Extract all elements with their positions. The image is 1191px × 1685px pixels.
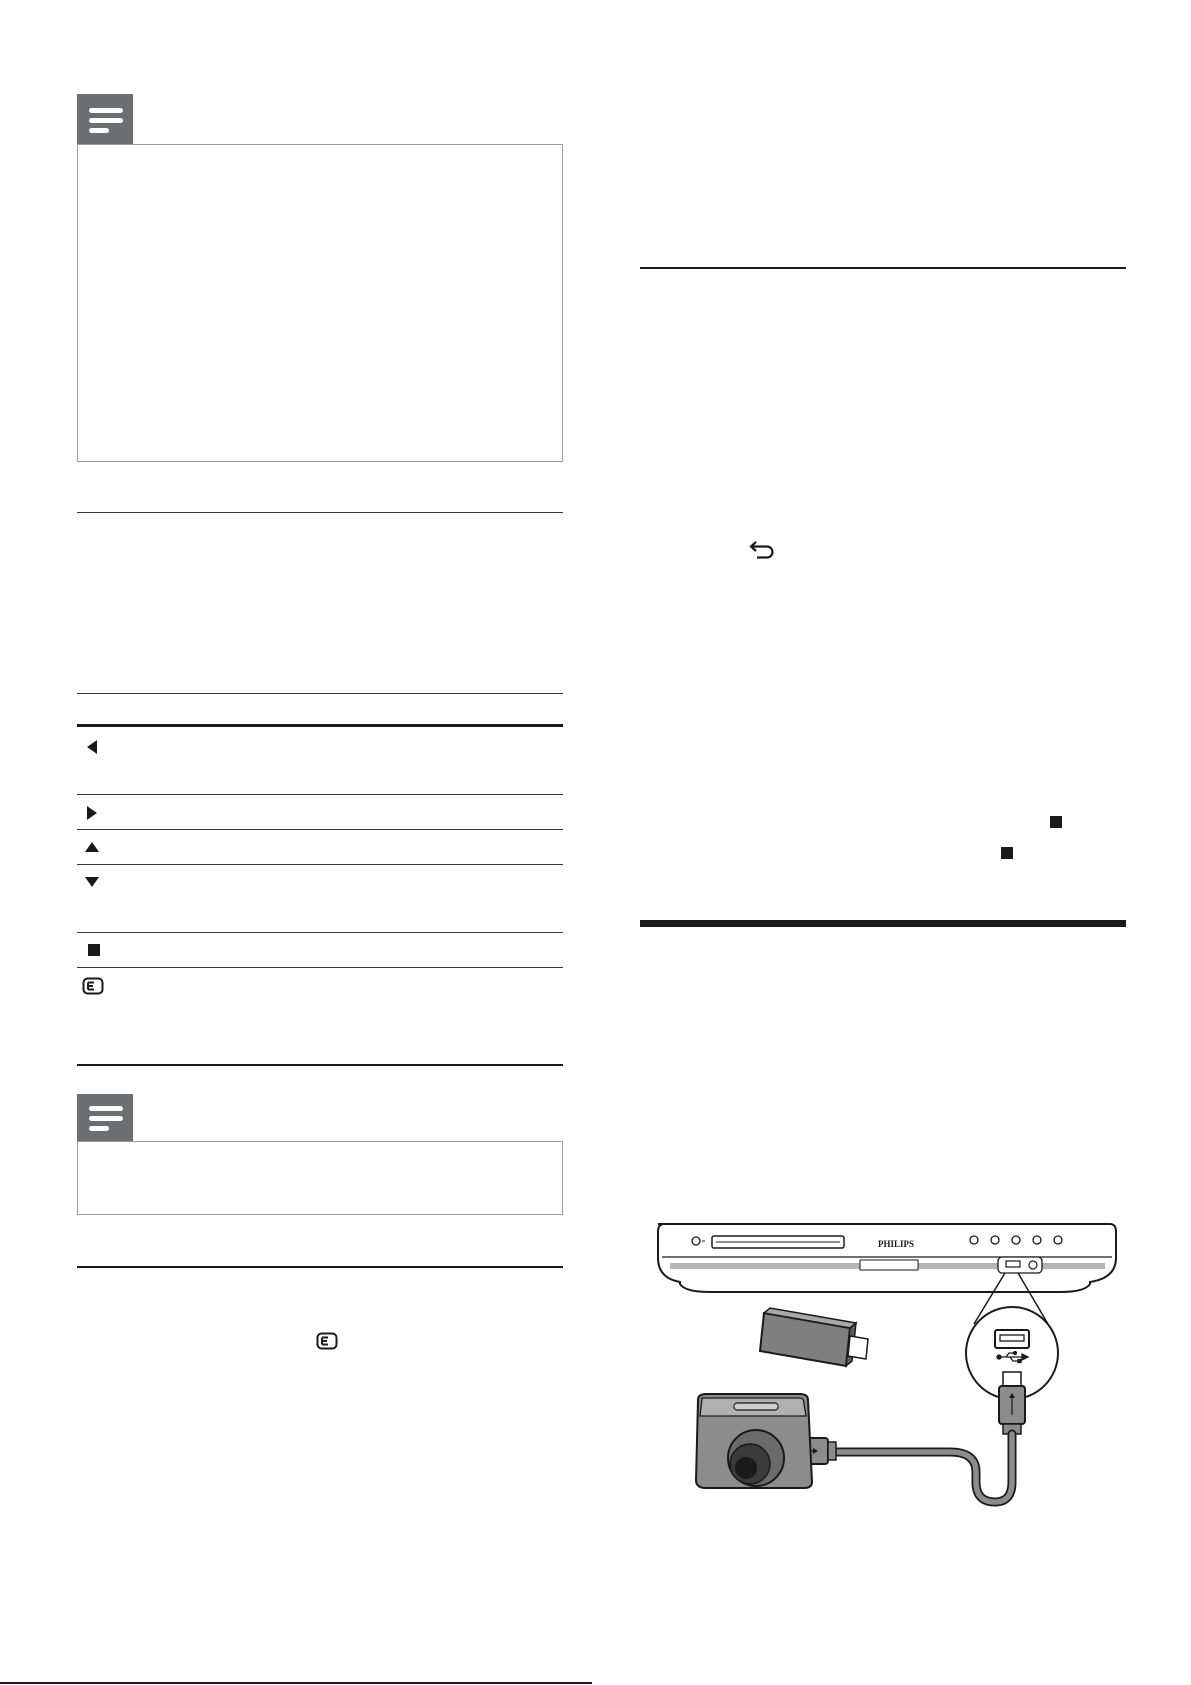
usb-connection-illustration xyxy=(650,1220,1120,1520)
table-row xyxy=(77,727,563,793)
stop-square-icon xyxy=(87,943,101,957)
table-row xyxy=(77,795,563,829)
footer-rule xyxy=(0,1682,592,1684)
usb-flash-drive-icon xyxy=(760,1308,868,1366)
dvd-player-front xyxy=(658,1224,1116,1292)
triangle-down-icon xyxy=(84,875,100,889)
stop-square-icon xyxy=(1000,846,1014,860)
usb-port-icon xyxy=(1006,1261,1020,1267)
digital-camera-icon xyxy=(696,1394,812,1488)
chapter-divider xyxy=(640,920,1126,927)
display-info-icon xyxy=(82,977,104,995)
section-divider xyxy=(640,267,1126,269)
triangle-right-icon xyxy=(85,805,99,821)
note-icon xyxy=(77,1094,133,1142)
back-arrow-icon xyxy=(748,539,778,559)
note-box xyxy=(77,144,563,462)
note-box xyxy=(77,1141,563,1215)
triangle-up-icon xyxy=(84,840,100,854)
stop-square-icon xyxy=(1049,815,1063,829)
note-icon xyxy=(77,94,133,145)
table-row xyxy=(77,865,563,931)
table-row xyxy=(77,968,563,1064)
table-row xyxy=(77,830,563,864)
section-divider xyxy=(77,512,563,513)
brand-label: PHILIPS xyxy=(878,1239,915,1249)
section-divider xyxy=(77,1266,563,1268)
table-top-rule xyxy=(77,693,563,694)
table-row xyxy=(77,933,563,967)
triangle-left-icon xyxy=(85,739,99,755)
display-info-icon xyxy=(316,1332,338,1350)
